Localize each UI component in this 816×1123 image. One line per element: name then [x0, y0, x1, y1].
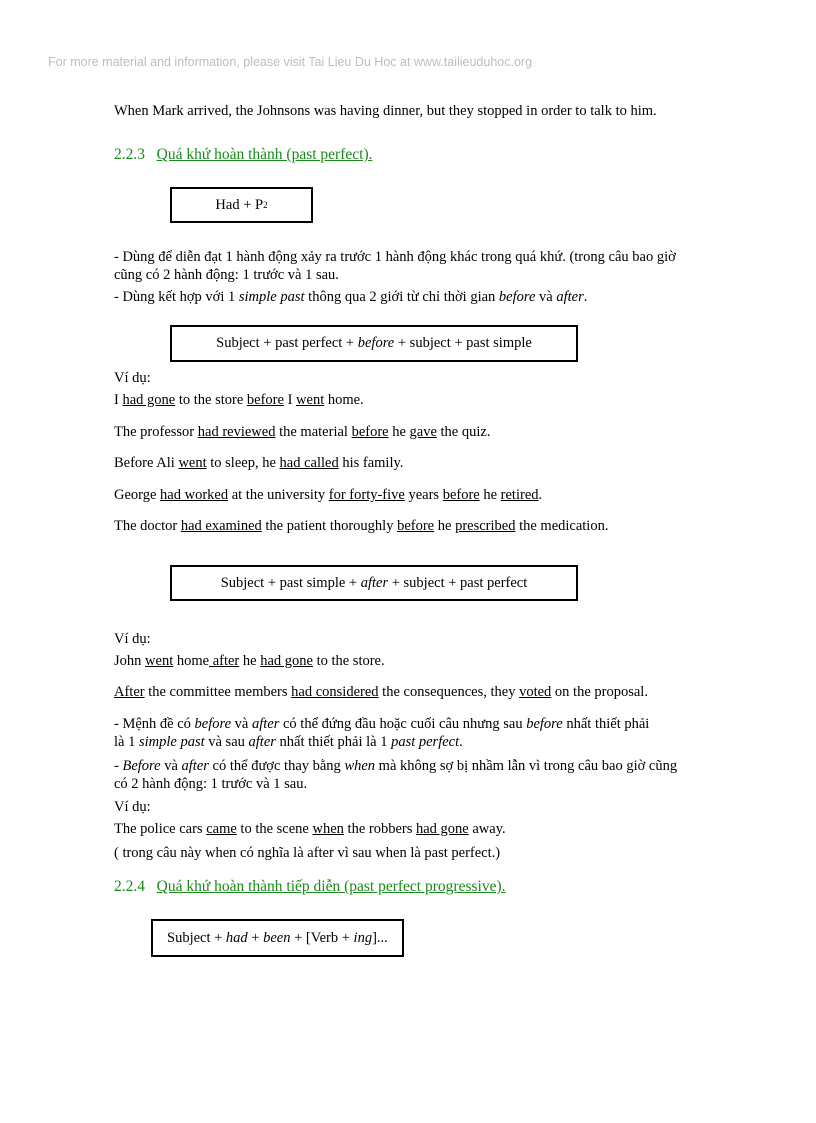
rule1-line1: - Dùng để diễn đạt 1 hành động xảy ra trước 1 hành động khác trong quá khứ. (trong câu bao giờ	[114, 249, 676, 265]
watermark: For more material and information, please visit Tai Lieu Du Hoc at www.tailieuduhoc.org	[48, 55, 533, 69]
section-number: 2.2.4	[114, 878, 145, 895]
note1-line1: - Mệnh đề có before và after có thể đứng đầu hoặc cuối câu nhưng sau before nhất thiết phải	[114, 716, 650, 732]
formula-before-box	[170, 325, 578, 362]
section-title: Quá khứ hoàn thành tiếp diễn (past perfect progressive).	[156, 878, 506, 895]
formula-after-box	[170, 565, 578, 601]
example-1: I had gone to the store before I went home.	[114, 392, 364, 408]
note2-line2: có 2 hành động: 1 trước và 1 sau.	[114, 776, 308, 792]
example-label: Ví dụ:	[114, 799, 151, 815]
formula-had-sub: 2	[263, 200, 268, 210]
section-heading-2-2-4	[114, 878, 505, 896]
example-8-note: ( trong câu này when có nghĩa là after vì sau when là past perfect.)	[114, 845, 501, 861]
example-8: The police cars came to the scene when the robbers had gone away.	[114, 821, 506, 837]
formula-had-p2-box	[170, 187, 313, 223]
section-heading-2-2-3	[114, 146, 372, 164]
example-2: The professor had reviewed the material before he gave the quiz.	[114, 424, 491, 440]
rule2-line: - Dùng kết hợp với 1 simple past thông qua 2 giới từ chỉ thời gian before và after.	[114, 289, 588, 305]
note1-line2: là 1 simple past và sau after nhất thiết phải là 1 past perfect.	[114, 734, 463, 750]
example-5: The doctor had examined the patient thoroughly before he prescribed the medication.	[114, 518, 609, 534]
example-label: Ví dụ:	[114, 631, 151, 647]
example-6: John went home after he had gone to the store.	[114, 653, 385, 669]
example-7: After the committee members had considered the consequences, they voted on the proposal.	[114, 684, 648, 700]
intro-example: When Mark arrived, the Johnsons was having dinner, but they stopped in order to talk to him.	[114, 103, 657, 119]
section-title: Quá khứ hoàn thành (past perfect).	[156, 146, 373, 163]
example-4: George had worked at the university for forty-five years before he retired.	[114, 487, 543, 503]
example-label: Ví dụ:	[114, 370, 151, 386]
rule1-line2: cũng có 2 hành động: 1 trước và 1 sau.	[114, 267, 339, 283]
section-number: 2.2.3	[114, 146, 145, 163]
formula-ppp-text: Subject + had + been + [Verb + ing]...	[167, 929, 388, 946]
formula-after-text: Subject + past simple + after + subject + past perfect	[220, 574, 528, 591]
note2-line1: - Before và after có thể được thay bằng when mà không sợ bị nhầm lẫn vì trong câu bao giờ cũng	[114, 758, 678, 774]
formula-past-perfect-progressive-box	[151, 919, 404, 957]
example-3: Before Ali went to sleep, he had called his family.	[114, 455, 404, 471]
formula-before-text: Subject + past perfect + before + subject + past simple	[216, 335, 532, 351]
formula-had-text: Had + P	[215, 196, 264, 213]
